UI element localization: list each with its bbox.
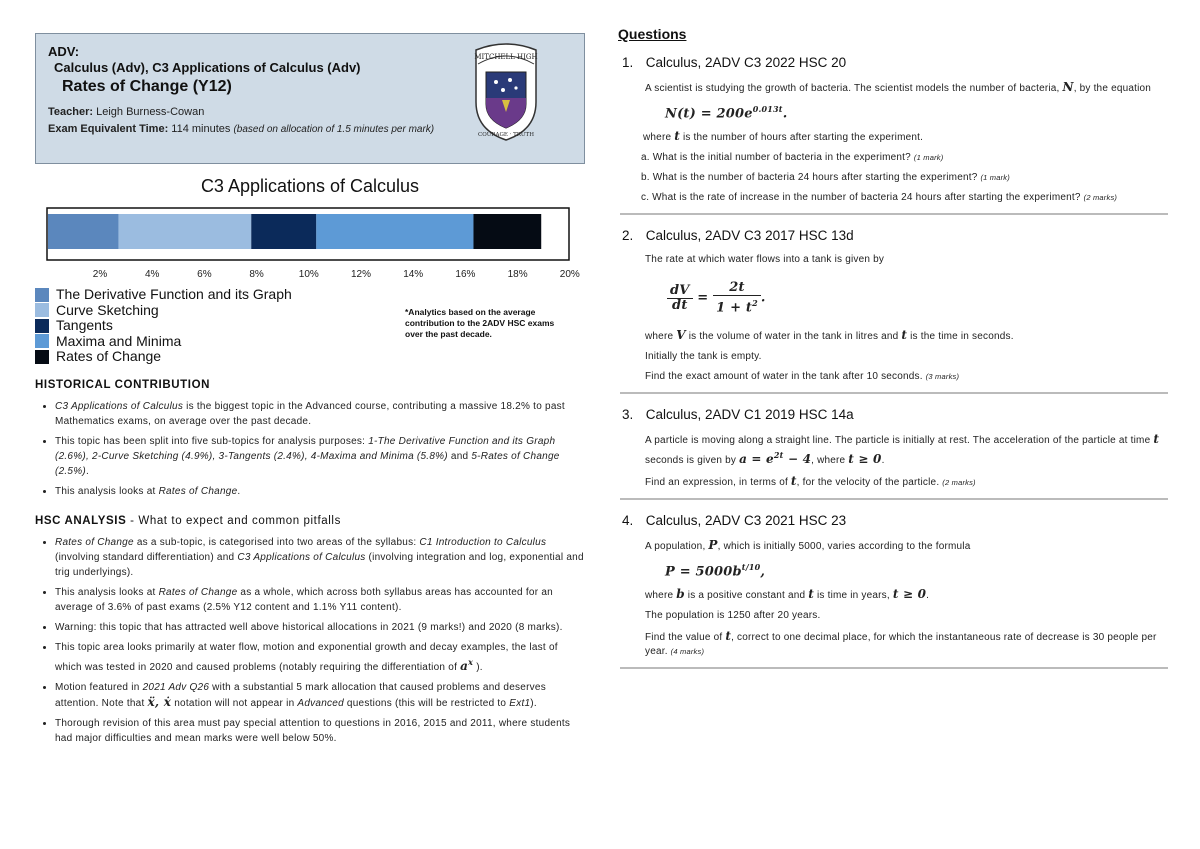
question-text: The rate at which water flows into a tank is given by: [645, 254, 885, 266]
svg-text:MITCHELL HIGH: MITCHELL HIGH: [474, 53, 538, 61]
x-tick-label: 18%: [507, 269, 528, 280]
left-column: [35, 33, 585, 751]
x-tick-label: 10%: [298, 269, 319, 280]
x-tick-label: 8%: [249, 269, 264, 280]
question-text: Find an expression, in terms of t, for the velocity of the particle. (2 marks): [645, 473, 976, 488]
divider: [620, 213, 1168, 215]
question-title: 4. Calculus, 2ADV C3 2021 HSC 23: [622, 512, 847, 528]
equation: $P = 5000b^{t/10}$,: [665, 561, 766, 579]
question-text: where t is the number of hours after starting the experiment.: [643, 129, 924, 144]
legend-swatch: [35, 303, 49, 317]
topic-line: Calculus (Adv), C3 Applications of Calculus (Adv): [54, 60, 361, 75]
list-item: • This topic has been split into five sub-topics for analysis purposes: 1-The Derivative Function and its Graph (2.6%), 2-Curve Sketching (4.9%), 3-Tangents (2.4%), 4-Maxima and Minima (5.8%) and 5-Rates of Change (2.5%).: [55, 434, 585, 479]
bar-segment: [251, 214, 316, 249]
question-text: Find the exact amount of water in the tank after 10 seconds. (3 marks): [645, 370, 960, 382]
course-label: ADV:: [48, 44, 80, 59]
question-title: 1. Calculus, 2ADV C3 2022 HSC 20: [622, 55, 847, 70]
x-tick-label: 14%: [403, 269, 424, 280]
x-tick-label: 20%: [559, 269, 580, 280]
list-item: • Rates of Change as a sub-topic, is categorised into two areas of the syllabus: C1 Introduction to Calculus (involving standard differentiation) and C3 Applications of Calculus (involving integration and log, exponential and trig underlyings).: [55, 535, 585, 580]
bar-segment: [48, 214, 118, 249]
list-item: • Warning: this topic that has attracted well above historical allocations in 2021 (9 marks!) and 2020 (8 marks).: [55, 620, 585, 635]
analysis-heading: HSC ANALYSIS - What to expect and common pitfalls: [35, 515, 341, 527]
divider: [620, 498, 1168, 500]
chart-title: C3 Applications of Calculus: [200, 176, 420, 196]
legend-label: Maxima and Minima: [56, 332, 182, 349]
question-part: b. What is the number of bacteria 24 hours after starting the experiment? (1 mark): [641, 172, 1010, 184]
equation: $\frac{dV}{dt}$ = $\frac{2t}{1 + t^2}$ .: [667, 281, 1168, 315]
x-tick-label: 4%: [144, 269, 160, 280]
bar-segment: [118, 214, 251, 249]
question-text: where b is a positive constant and t is time in years, t ≥ 0.: [645, 586, 930, 601]
legend-swatch: [35, 350, 49, 364]
questions-heading: Questions: [618, 26, 687, 42]
page-title: Rates of Change (Y12): [62, 78, 232, 95]
analysis-list: [35, 535, 585, 746]
question-text: The population is 1250 after 20 years.: [645, 609, 821, 621]
question-text: Initially the tank is empty.: [645, 350, 762, 362]
teacher-name: Leigh Burness-Cowan: [96, 106, 205, 118]
legend-label: Curve Sketching: [56, 301, 159, 318]
legend-label: The Derivative Function and its Graph: [56, 286, 292, 303]
legend-item: [35, 349, 585, 365]
legend-label: Rates of Change: [56, 348, 162, 365]
list-item: • This topic area looks primarily at water flow, motion and exponential growth and decay examples, the last of which was tested in 2020 and caused problems (notably requiring the differentiation of $a^x$ ).: [55, 640, 585, 675]
teacher-line: Teacher: Leigh Burness-Cowan: [48, 106, 205, 118]
list-item: • This analysis looks at Rates of Change as a whole, which across both syllabus areas has accounted for an average of 3.6% of past exams (2.5% Y12 content and 1.1% Y11 content).: [55, 585, 585, 615]
x-tick-label: 2%: [92, 269, 108, 280]
bar-segment: [473, 214, 541, 249]
header-box: [35, 33, 585, 164]
historical-heading: HISTORICAL CONTRIBUTION: [35, 379, 211, 391]
list-item: • This analysis looks at Rates of Change.: [55, 484, 585, 499]
question-text: A particle is moving along a straight line. The particle is initially at rest. The acceleration of the particle at time t seconds is given by $a = e^{2t} - 4$, where t ≥ 0.: [645, 431, 1160, 466]
exam-time-line: Exam Equivalent Time: 114 minutes (based on allocation of 1.5 minutes per mark): [48, 123, 435, 135]
list-item: • C3 Applications of Calculus is the biggest topic in the Advanced course, contributing a massive 18.2% to past Mathematics exams, on average over the past decade.: [55, 399, 585, 429]
list-item: • Motion featured in 2021 Adv Q26 with a substantial 5 mark allocation that caused problems and deserves attention. Note that ẍ, ẋ notation will not appear in Advanced questions (this will be restricted to Ext1).: [55, 680, 585, 711]
legend-swatch: [35, 319, 49, 333]
x-tick-label: 16%: [455, 269, 476, 280]
divider: [620, 392, 1168, 394]
question-text: A population, P, which is initially 5000, varies according to the formula: [645, 537, 971, 552]
bar-segment: [316, 214, 473, 249]
question-text: where V is the volume of water in the tank in litres and t is the time in seconds.: [645, 327, 1014, 342]
question-part: c. What is the rate of increase in the number of bacteria 24 hours after starting the experiment? (2 marks): [641, 192, 1118, 204]
equation: $N(t) = 200e^{0.013t}$.: [665, 104, 788, 122]
question-3: [618, 406, 1168, 500]
svg-text:COURAGE · TRUTH: COURAGE · TRUTH: [477, 132, 535, 138]
historical-list: [35, 399, 585, 499]
legend-swatch: [35, 334, 49, 348]
chart-legend: [35, 287, 585, 367]
divider: [620, 667, 1168, 669]
question-text: Find the value of t, correct to one decimal place, for which the instantaneous rate of decrease is 30 people per year. (4 marks): [645, 628, 1157, 657]
legend-label: Tangents: [56, 317, 113, 334]
question-title: 3. Calculus, 2ADV C1 2019 HSC 14a: [622, 406, 854, 422]
analytics-note: *Analytics based on the average contribution to the 2ADV HSC exams over the past decade.: [405, 307, 555, 339]
x-tick-label: 12%: [350, 269, 372, 280]
question-2: [618, 227, 1168, 393]
stacked-bar-chart: [35, 205, 585, 281]
questions-column: [618, 26, 1168, 681]
school-crest-icon: [466, 42, 546, 142]
question-text: A scientist is studying the growth of bacteria. The scientist models the number of bacteria, N, by the equation: [645, 80, 1152, 94]
question-4: [618, 512, 1168, 669]
list-item: • Thorough revision of this area must pay special attention to questions in 2016, 2015 and 2011, where students had major difficulties and mean marks were well below 50%.: [55, 716, 585, 746]
legend-swatch: [35, 288, 49, 302]
question-title: 2. Calculus, 2ADV C3 2017 HSC 13d: [622, 228, 854, 244]
question-1: [618, 54, 1168, 215]
legend-item: [35, 287, 585, 303]
x-tick-label: 6%: [197, 269, 212, 280]
question-part: a. What is the initial number of bacteria in the experiment? (1 mark): [641, 152, 944, 164]
